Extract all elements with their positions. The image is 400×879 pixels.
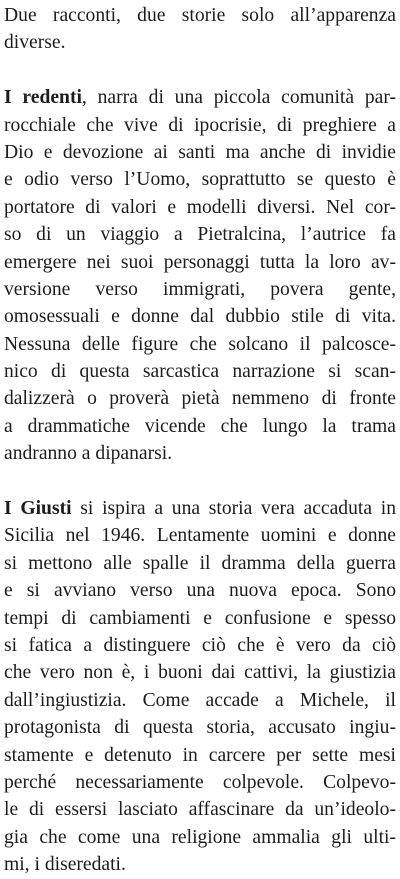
text-segment: , narra di una piccola comunità par-: [81, 87, 396, 109]
text-line: Due racconti, due storie solo all’apparenza: [4, 5, 396, 26]
text-line: Nessuna delle figure che solcano il palcosce-: [4, 333, 396, 355]
text-line: si mettono alle spalle il dramma della guerra: [4, 552, 396, 574]
text-line: Dio e devozione ai santi ma anche di invidie: [4, 141, 396, 163]
text-line: e odio verso l’Uomo, soprattutto se questo è: [4, 169, 396, 191]
redenti-paragraph: [4, 84, 396, 467]
text-line: mi, i diseredati.: [4, 854, 126, 876]
text-line: protagonista di questa storia, accusato ingiu-: [4, 717, 396, 739]
paragraph-gap: [4, 57, 396, 84]
text-line: stamente e detenuto in carcere per sette mesi: [4, 744, 396, 766]
text-line: dalizzerà o proverà pietà nemmeno di fronte: [4, 388, 396, 410]
text-line: [4, 495, 396, 522]
text-line: so di un viaggio a Pietralcina, l’autrice fa: [4, 224, 396, 246]
text-line: a drammatiche vicende che lungo la trama: [4, 415, 396, 437]
text-line: diverse.: [4, 32, 66, 54]
text-line: gia che come una religione ammalia gli ulti-: [4, 826, 396, 848]
text-segment: si ispira a una storia vera accaduta in: [71, 498, 396, 520]
text-line: dall’ingiustizia. Come accade a Michele, il: [4, 689, 396, 711]
text-line: andranno a dipanarsi.: [4, 443, 173, 465]
text-line: perché necessariamente colpevole. Colpevo-: [4, 771, 396, 793]
book-title-giusti: I Giusti: [4, 498, 72, 520]
text-line: nico di questa sarcastica narrazione si scan-: [4, 361, 396, 383]
text-line: rocchiale che vive di ipocrisie, di preghiere a: [4, 114, 396, 136]
text-line: le di essersi lasciato affascinare da un’ideolo-: [4, 799, 396, 821]
giusti-paragraph: [4, 495, 396, 878]
text-line: e si avviano verso una nuova epoca. Sono: [4, 580, 396, 602]
text-line: Sicilia nel 1946. Lentamente uomini e donne: [4, 525, 396, 547]
text-line: portatore di valori e modelli diversi. Nel cor-: [4, 196, 396, 218]
text-line: omosessuali e donne dal dubbio stile di vita.: [4, 306, 396, 328]
paragraph-gap: [4, 468, 396, 495]
text-line: emergere nei suoi personaggi tutta la loro av-: [4, 251, 396, 273]
text-line: che vero non è, i buoni dai cattivi, la giustizia: [4, 662, 396, 684]
text-line: tempi di cambiamenti e confusione e spesso: [4, 607, 396, 629]
text-line: versione verso immigrati, povera gente,: [4, 278, 396, 300]
book-title-redenti: I redenti: [4, 87, 82, 109]
text-line: [4, 84, 396, 111]
intro-paragraph: [4, 2, 396, 57]
article-body: [4, 2, 396, 879]
text-line: si fatica a distinguere ciò che è vero da ciò: [4, 634, 396, 656]
